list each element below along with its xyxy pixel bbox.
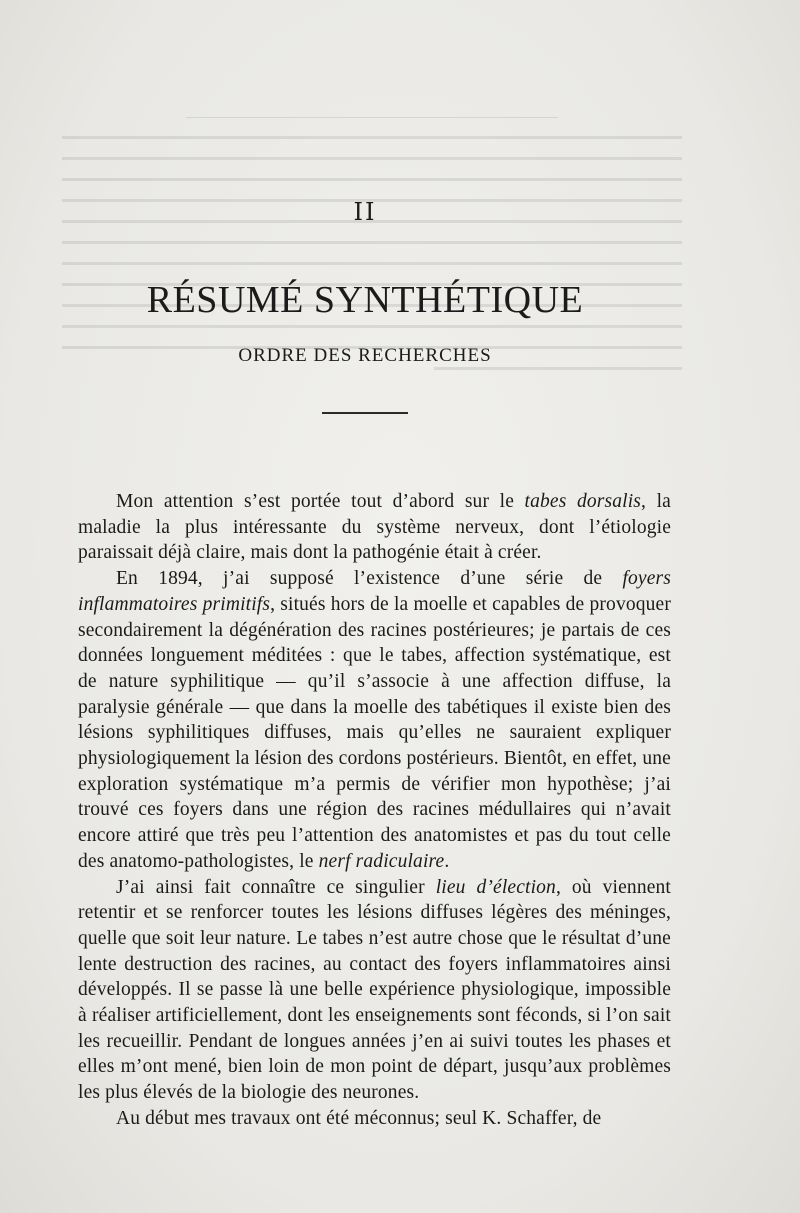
paragraph [78, 566, 671, 874]
text-run: . [444, 850, 450, 872]
italic-term: lieu d’élection [435, 876, 556, 898]
chapter-title: RÉSUMÉ SYNTHÉTIQUE [146, 279, 584, 321]
chapter-subtitle: ORDRE DES RECHERCHES [238, 345, 492, 366]
italic-term: nerf radiculaire [318, 850, 445, 872]
text-run: En 1894, j’ai supposé l’existence d’une série de [116, 568, 623, 590]
text-run: , où viennent retentir et se renforcer toutes les lésions diffuses légères des méninges, quelle que soit leur nature. Le tabes n’est autre chose que le résultat d’une lente destruction des racines, au contact des foyers inflammatoires ainsi développés. Il se passe là une belle expérience physiologique, impossible à réaliser artificiellement, dont les enseignements sont féconds, si l’on sait les recueillir. Pendant de longues années j’en ai suivi toutes les phases et elles m’ont mené, bien loin de mon point de départ, jusqu’aux problèmes les plus élevés de la biologie des neurones. [78, 876, 671, 1104]
text-run: J’ai ainsi fait connaître ce singulier [116, 876, 436, 898]
italic-term: tabes dorsalis [524, 491, 642, 512]
paragraph [78, 489, 671, 566]
text-run: , la maladie la plus intéressante du système nerveux, dont l’étiologie paraissait déjà claire, mais dont la pathogénie était à créer. [78, 491, 671, 564]
section-divider [322, 412, 408, 414]
paragraph [78, 875, 671, 1106]
chapter-number: II [353, 198, 377, 226]
paragraph [78, 1106, 671, 1132]
text-run: Au début mes travaux ont été méconnus; seul K. Schaffer, de [116, 1107, 602, 1129]
text-run: Mon attention s’est portée tout d’abord sur le [116, 491, 525, 512]
text-run: , situés hors de la moelle et capables de provoquer secondairement la dégénération des racines postérieures; je partais de ces données longuement méditées : que le tabes, affection systématique, est de nature syphilitique — qu’il s’associe à une affection diffuse, la paralysie générale — que dans la moelle des tabétiques il existe bien des lésions syphilitiques diffuses, mais qu’elles ne sauraient expliquer physiologiquement la lésion des cordons postérieurs. Bientôt, en effet, une exploration systématique m’a permis de vérifier mon hypothèse; j’ai trouvé ces foyers dans une région des racines médullaires qui n’avait encore attiré que très peu l’attention des anatomistes et pas du tout celle des anatomo-pathologistes, le [78, 593, 672, 872]
body-text [78, 489, 671, 1132]
italic-term: foyers inflammatoires primitifs [78, 568, 671, 615]
